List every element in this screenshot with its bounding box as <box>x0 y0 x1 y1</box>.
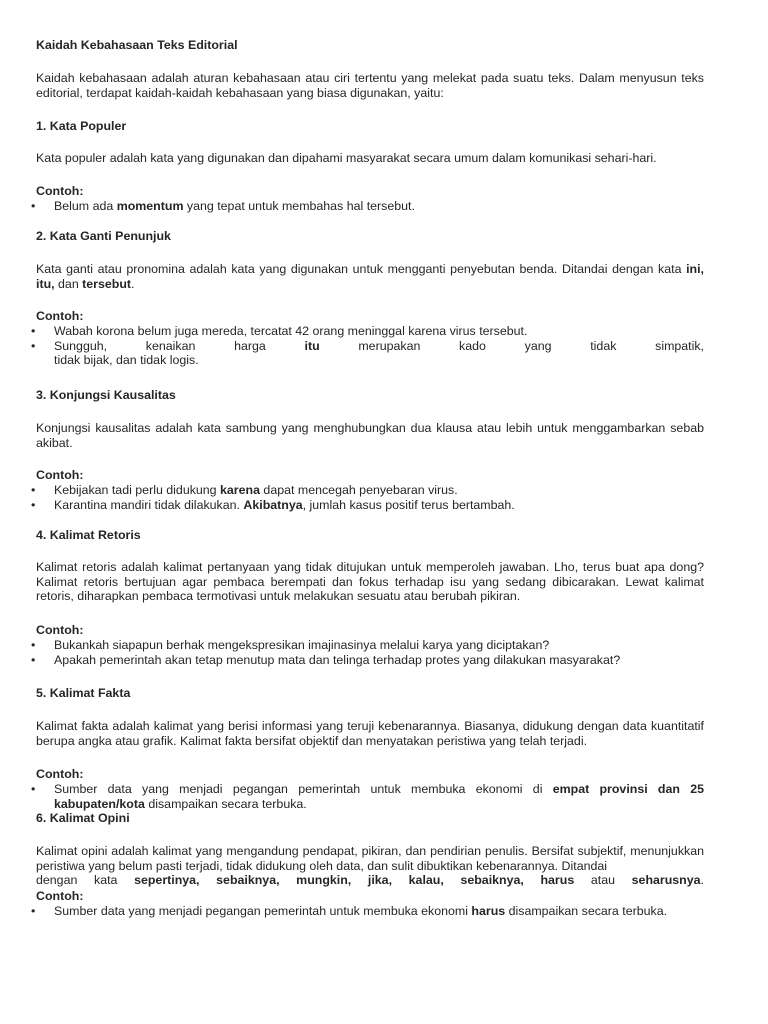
section-5-examples <box>36 782 704 811</box>
section-6-examples <box>36 904 704 919</box>
section-3-heading: 3. Konjungsi Kausalitas <box>36 388 176 402</box>
section-3-example-label: Contoh: <box>36 468 84 482</box>
document-title: Kaidah Kebahasaan Teks Editorial <box>36 38 238 52</box>
section-1-heading: 1. Kata Populer <box>36 119 127 133</box>
list-item: • Bukankah siapapun berhak mengekspresikan imajinasinya melalui karya yang diciptakan? <box>36 638 704 653</box>
intro-paragraph: Kaidah kebahasaan adalah aturan kebahasaan atau ciri tertentu yang melekat pada suatu teks. Dalam menyusun teks editorial, terdapat kaidah-kaidah kebahasaan yang biasa digunakan, yaitu: <box>36 71 704 100</box>
section-3-examples <box>36 483 704 512</box>
list-item: • Kebijakan tadi perlu didukung karena dapat mencegah penyebaran virus. <box>36 483 704 498</box>
section-2-example-label: Contoh: <box>36 309 84 323</box>
section-3-body: Konjungsi kausalitas adalah kata sambung yang menghubungkan dua klausa atau lebih untuk menggambarkan sebab akibat. <box>36 421 704 450</box>
list-item: • Belum ada momentum yang tepat untuk membahas hal tersebut. <box>36 199 704 214</box>
list-item: • Sumber data yang menjadi pegangan pemerintah untuk membuka ekonomi harus disampaikan secara terbuka. <box>36 904 704 919</box>
section-6-body: Kalimat opini adalah kalimat yang mengandung pendapat, pikiran, dan pendirian penulis. Bersifat subjektif, menunjukkan peristiwa yang belum pasti terjadi, tidak didukung oleh data, dan sulit dibuktikan kebenarannya. Ditandai dengan kata sepertinya, sebaiknya, mungkin, jika, kalau, sebaiknya, harus atau seharusnya. <box>36 844 704 888</box>
section-2-examples <box>36 324 704 368</box>
section-5-heading: 5. Kalimat Fakta <box>36 686 131 700</box>
section-4-heading: 4. Kalimat Retoris <box>36 528 141 542</box>
section-5-body: Kalimat fakta adalah kalimat yang berisi informasi yang teruji kebenarannya. Biasanya, didukung dengan data kuantitatif berupa angka atau grafik. Kalimat fakta bersifat objektif dan menyatakan peristiwa yang telah terjadi. <box>36 719 704 748</box>
section-5-example-label: Contoh: <box>36 767 84 781</box>
section-1-examples <box>36 199 704 214</box>
section-1-body: Kata populer adalah kata yang digunakan dan dipahami masyarakat secara umum dalam komunikasi sehari-hari. <box>36 151 657 165</box>
list-item: • Apakah pemerintah akan tetap menutup mata dan telinga terhadap protes yang dilakukan masyarakat? <box>36 653 704 668</box>
section-4-body: Kalimat retoris adalah kalimat pertanyaan yang tidak ditujukan untuk memperoleh jawaban. Lho, terus buat apa dong? Kalimat retoris bertujuan agar pembaca berempati dan fokus terhadap isu yang sedang dibicarakan. Lewat kalimat retoris, diharapkan pembaca termotivasi untuk melakukan sesuatu atau berubah pikiran. <box>36 560 704 604</box>
section-2-body: Kata ganti atau pronomina adalah kata yang digunakan untuk mengganti penyebutan benda. Ditandai dengan kata ini, itu, dan tersebut. <box>36 262 704 291</box>
section-1-example-label: Contoh: <box>36 184 84 198</box>
list-item: • Wabah korona belum juga mereda, tercatat 42 orang meninggal karena virus tersebut. <box>36 324 704 339</box>
list-item: • Sumber data yang menjadi pegangan pemerintah untuk membuka ekonomi di empat provinsi dan 25 kabupaten/kota disampaikan secara terbuka. <box>36 782 704 811</box>
section-4-examples <box>36 638 704 667</box>
section-6-heading: 6. Kalimat Opini <box>36 811 130 825</box>
list-item: • Karantina mandiri tidak dilakukan. Akibatnya, jumlah kasus positif terus bertambah. <box>36 498 704 513</box>
list-item: • Sungguh, kenaikan harga itu merupakan kado yang tidak simpatik, tidak bijak, dan tidak logis. <box>36 339 704 368</box>
section-2-heading: 2. Kata Ganti Penunjuk <box>36 229 171 243</box>
section-4-example-label: Contoh: <box>36 623 84 637</box>
section-6-example-label: Contoh: <box>36 889 84 903</box>
